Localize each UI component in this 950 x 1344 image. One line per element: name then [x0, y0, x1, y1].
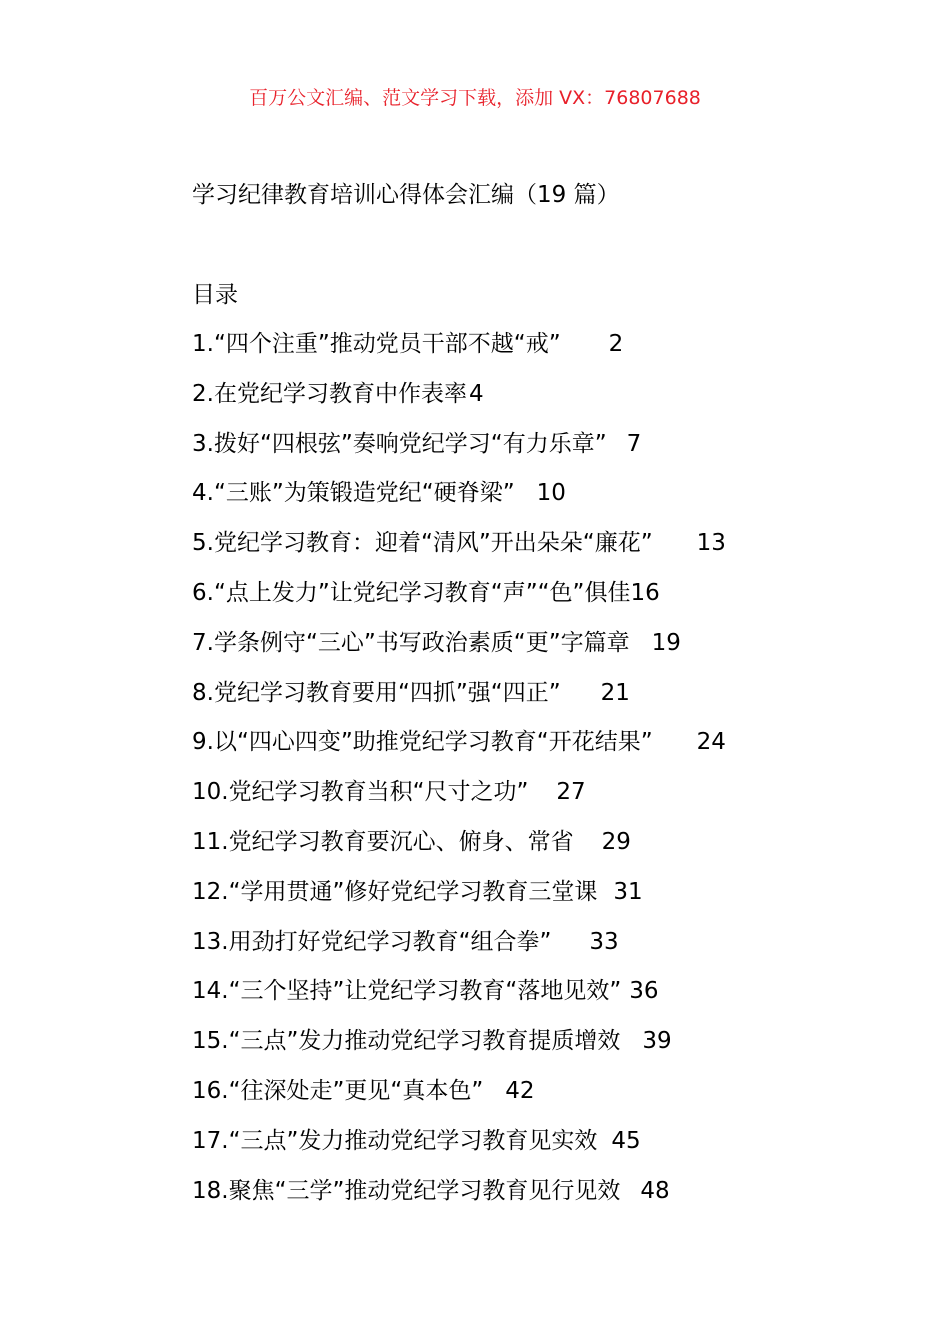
toc-entry-title: 7.学条例守“三心”书写政治素质“更”字篇章	[192, 629, 630, 656]
toc-entry-page: 7	[626, 430, 642, 457]
toc-entry-page: 13	[696, 530, 726, 557]
toc-entry-title: 8.党纪学习教育要用“四抓”强“四正”	[192, 679, 561, 706]
toc-entry-title: 15.“三点”发力推动党纪学习教育提质增效	[192, 1028, 621, 1055]
toc-entry-page: 36	[629, 978, 659, 1005]
toc-entry-title: 9.以“四心四变”助推党纪学习教育“开花结果”	[192, 729, 653, 756]
toc-entry	[192, 925, 892, 975]
toc-entry-page: 10	[536, 480, 566, 507]
toc-entry	[192, 974, 892, 1024]
table-of-contents	[192, 327, 892, 1223]
toc-entry	[192, 1174, 892, 1224]
toc-entry-title: 17.“三点”发力推动党纪学习教育见实效	[192, 1127, 598, 1154]
toc-entry-title: 18.聚焦“三学”推动党纪学习教育见行见效	[192, 1177, 621, 1204]
toc-entry-page: 48	[640, 1177, 670, 1204]
toc-entry-title: 10.党纪学习教育当积“尺寸之功”	[192, 779, 529, 806]
toc-entry-title: 6.“点上发力”让党纪学习教育“声”“色”俱佳	[192, 579, 631, 606]
toc-entry	[192, 576, 892, 626]
toc-entry-page: 42	[505, 1077, 535, 1104]
toc-entry-title: 14.“三个坚持”让党纪学习教育“落地见效”	[192, 978, 622, 1005]
toc-entry-page: 31	[613, 878, 643, 905]
toc-entry-page: 27	[556, 779, 586, 806]
toc-entry	[192, 476, 892, 526]
toc-entry	[192, 327, 892, 377]
toc-entry-title: 16.“往深处走”更见“真本色”	[192, 1077, 484, 1104]
toc-entry	[192, 526, 892, 576]
toc-entry-page: 2	[608, 331, 624, 357]
toc-entry-page: 24	[696, 729, 726, 756]
toc-entry-title: 4.“三账”为策锻造党纪“硬脊梁”	[192, 480, 515, 507]
toc-entry-page: 39	[642, 1028, 672, 1055]
toc-entry-page: 19	[651, 629, 681, 656]
toc-heading: 目录	[192, 282, 238, 308]
toc-entry-page: 21	[600, 679, 630, 706]
toc-entry	[192, 1124, 892, 1174]
toc-entry	[192, 1074, 892, 1124]
toc-entry	[192, 427, 892, 477]
toc-entry-title: 3.拨好“四根弦”奏响党纪学习“有力乐章”	[192, 430, 607, 457]
toc-entry-title: 11.党纪学习教育要沉心、俯身、常省	[192, 828, 574, 855]
toc-entry-title: 13.用劲打好党纪学习教育“组合拳”	[192, 928, 552, 955]
toc-entry-page: 4	[468, 380, 484, 407]
toc-entry	[192, 626, 892, 676]
document-title: 学习纪律教育培训心得体会汇编（19 篇）	[192, 182, 620, 208]
toc-entry-title: 12.“学用贯通”修好党纪学习教育三堂课	[192, 878, 598, 905]
toc-entry	[192, 676, 892, 726]
toc-entry-page: 45	[611, 1127, 641, 1154]
toc-entry-page: 16	[630, 579, 660, 606]
toc-entry-page: 33	[589, 928, 619, 955]
toc-entry	[192, 725, 892, 775]
toc-entry	[192, 825, 892, 875]
toc-entry-title: 2.在党纪学习教育中作表率	[192, 380, 467, 407]
toc-entry	[192, 775, 892, 825]
toc-entry-title: 1.“四个注重”推动党员干部不越“戒”	[192, 331, 561, 357]
toc-entry	[192, 875, 892, 925]
toc-entry	[192, 1024, 892, 1074]
toc-entry	[192, 377, 892, 427]
toc-entry-page: 29	[601, 828, 631, 855]
promo-banner: 百万公文汇编、范文学习下载，添加 VX：76807688	[249, 87, 701, 109]
toc-entry-title: 5.党纪学习教育：迎着“清风”开出朵朵“廉花”	[192, 530, 653, 557]
